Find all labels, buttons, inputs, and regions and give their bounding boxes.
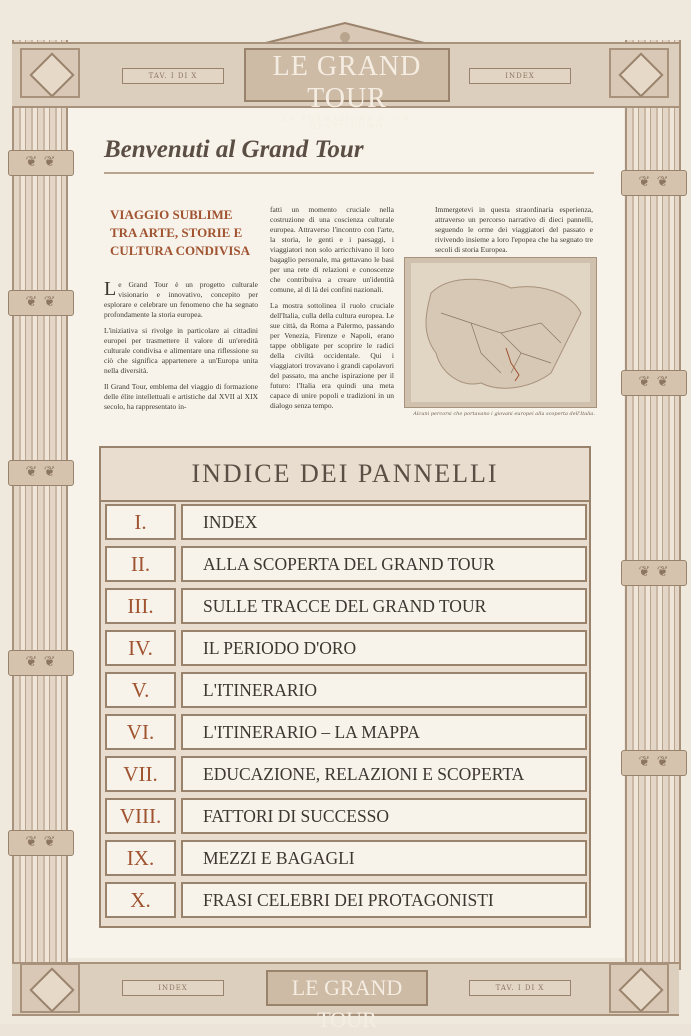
index-label: IL PERIODO D'ORO (181, 630, 587, 666)
heading-rule (104, 172, 594, 174)
index-label: MEZZI E BAGAGLI (181, 840, 587, 876)
index-label: SULLE TRACCE DEL GRAND TOUR (181, 588, 587, 624)
header-tag-left: TAV. I DI X (122, 68, 224, 84)
header-tag-right: INDEX (469, 68, 571, 84)
header-subtitle: LA FORMAZIONE DI UN GENTILUOMO (283, 115, 411, 131)
footer-corner-ornament (609, 963, 669, 1013)
column-ornament: ❦ ❦ (8, 290, 74, 316)
intro-column-3 (435, 205, 593, 261)
paragraph: Immergetevi in questa straordinaria esperienza, attraverso un percorso narrativo di dieci pannelli, seguendo le orme dei viaggiatori del passato e rivivendo insieme a loro l'epopea che ha segnato tre secoli di storia Europea. (435, 205, 593, 254)
column-ornament: ❦ ❦ (8, 460, 74, 486)
footer-tag-left: INDEX (122, 980, 224, 996)
statue-icon (340, 32, 350, 42)
index-number: I. (105, 504, 176, 540)
column-ornament: ❦ ❦ (621, 750, 687, 776)
map-caption: Alcuni percorsi che portavano i giovani europei alla scoperta dell'Italia. (413, 411, 595, 417)
index-number: V. (105, 672, 176, 708)
europe-map-image (404, 257, 597, 408)
index-label: FRASI CELEBRI DEI PROTAGONISTI (181, 882, 587, 918)
index-number: IX. (105, 840, 176, 876)
header-title-box (244, 48, 450, 131)
paragraph: Il Grand Tour, emblema del viaggio di formazione delle élite intellettuali e artistiche dal XVII al XIX secolo, ha rappresentato in- (104, 382, 258, 411)
footer-corner-ornament (20, 963, 80, 1013)
panel-index (99, 446, 591, 928)
intro-column-2 (270, 205, 394, 417)
column-ornament: ❦ ❦ (621, 170, 687, 196)
index-row (105, 840, 587, 876)
index-number: VIII. (105, 798, 176, 834)
index-number: III. (105, 588, 176, 624)
index-number: VII. (105, 756, 176, 792)
footer-tag-right: TAV. I DI X (469, 980, 571, 996)
index-number: VI. (105, 714, 176, 750)
paragraph: La mostra sottolinea il ruolo cruciale dell'Italia, culla della cultura europea. Le sue città, da Roma a Palermo, passando per Venezia, Firenze e Napoli, erano tappe obbligate per scoprire le radici della civiltà occidentale. Qui i viaggiatori trovavano i grandi capolavori del passato, ma anche ispirazione per il futuro: l'Italia era quindi una meta capace di unire popoli e tradizioni in un dialogo senza tempo. (270, 301, 394, 410)
index-number: II. (105, 546, 176, 582)
index-label: INDEX (181, 504, 587, 540)
column-ornament: ❦ ❦ (621, 370, 687, 396)
index-row (105, 798, 587, 834)
paragraph: L'iniziativa si rivolge in particolare ai cittadini europei per trasmettere il valore di un'eredità culturale condivisa e alimentare una riflessione su ciò che significa appartenere a un'Europa unita nella diversità. (104, 326, 258, 375)
header-title: LE GRAND TOUR (272, 51, 422, 114)
column-ornament: ❦ ❦ (8, 830, 74, 856)
left-column (12, 40, 68, 970)
header-banner (12, 42, 679, 131)
index-label: FATTORI DI SUCCESSO (181, 798, 587, 834)
column-ornament: ❦ ❦ (8, 150, 74, 176)
index-label: EDUCAZIONE, RELAZIONI E SCOPERTA (181, 756, 587, 792)
index-number: IV. (105, 630, 176, 666)
footer-title: LE GRAND TOUR (266, 970, 428, 1006)
index-row (105, 630, 587, 666)
index-row (105, 882, 587, 918)
index-number: X. (105, 882, 176, 918)
index-row (105, 756, 587, 792)
intro-lead: VIAGGIO SUBLIME TRA ARTE, STORIE E CULTURA CONDIVISA (110, 207, 251, 258)
column-ornament: ❦ ❦ (8, 650, 74, 676)
right-column (625, 40, 681, 970)
index-row (105, 714, 587, 750)
header-corner-ornament (609, 48, 669, 98)
paragraph: fatti un momento cruciale nella costruzione di una coscienza culturale europea. Attraverso l'incontro con l'arte, la storia, le genti e i paesaggi, i viaggiatori non solo arricchivano il loro bagaglio personale, ma gettavano le basi per una rete di relazioni e conoscenze che contribuiva a creare un'identità comune, al di là dei confini nazionali. (270, 205, 394, 294)
footer-banner (12, 962, 679, 1032)
column-ornament: ❦ ❦ (621, 560, 687, 586)
drop-cap: L (104, 278, 117, 300)
index-row (105, 504, 587, 540)
index-label: L'ITINERARIO (181, 672, 587, 708)
intro-heading: Benvenuti al Grand Tour (104, 136, 364, 163)
index-title: INDICE DEI PANNELLI (101, 448, 589, 502)
intro-column-1 (104, 280, 258, 418)
paragraph: Le Grand Tour è un progetto culturale visionario e innovativo, concepito per esplorare e celebrare un fenomeno che ha segnato profondamente la storia europea. (104, 278, 258, 319)
index-label: L'ITINERARIO – LA MAPPA (181, 714, 587, 750)
header-corner-ornament (20, 48, 80, 98)
index-row (105, 588, 587, 624)
index-row (105, 672, 587, 708)
index-row (105, 546, 587, 582)
index-label: ALLA SCOPERTA DEL GRAND TOUR (181, 546, 587, 582)
